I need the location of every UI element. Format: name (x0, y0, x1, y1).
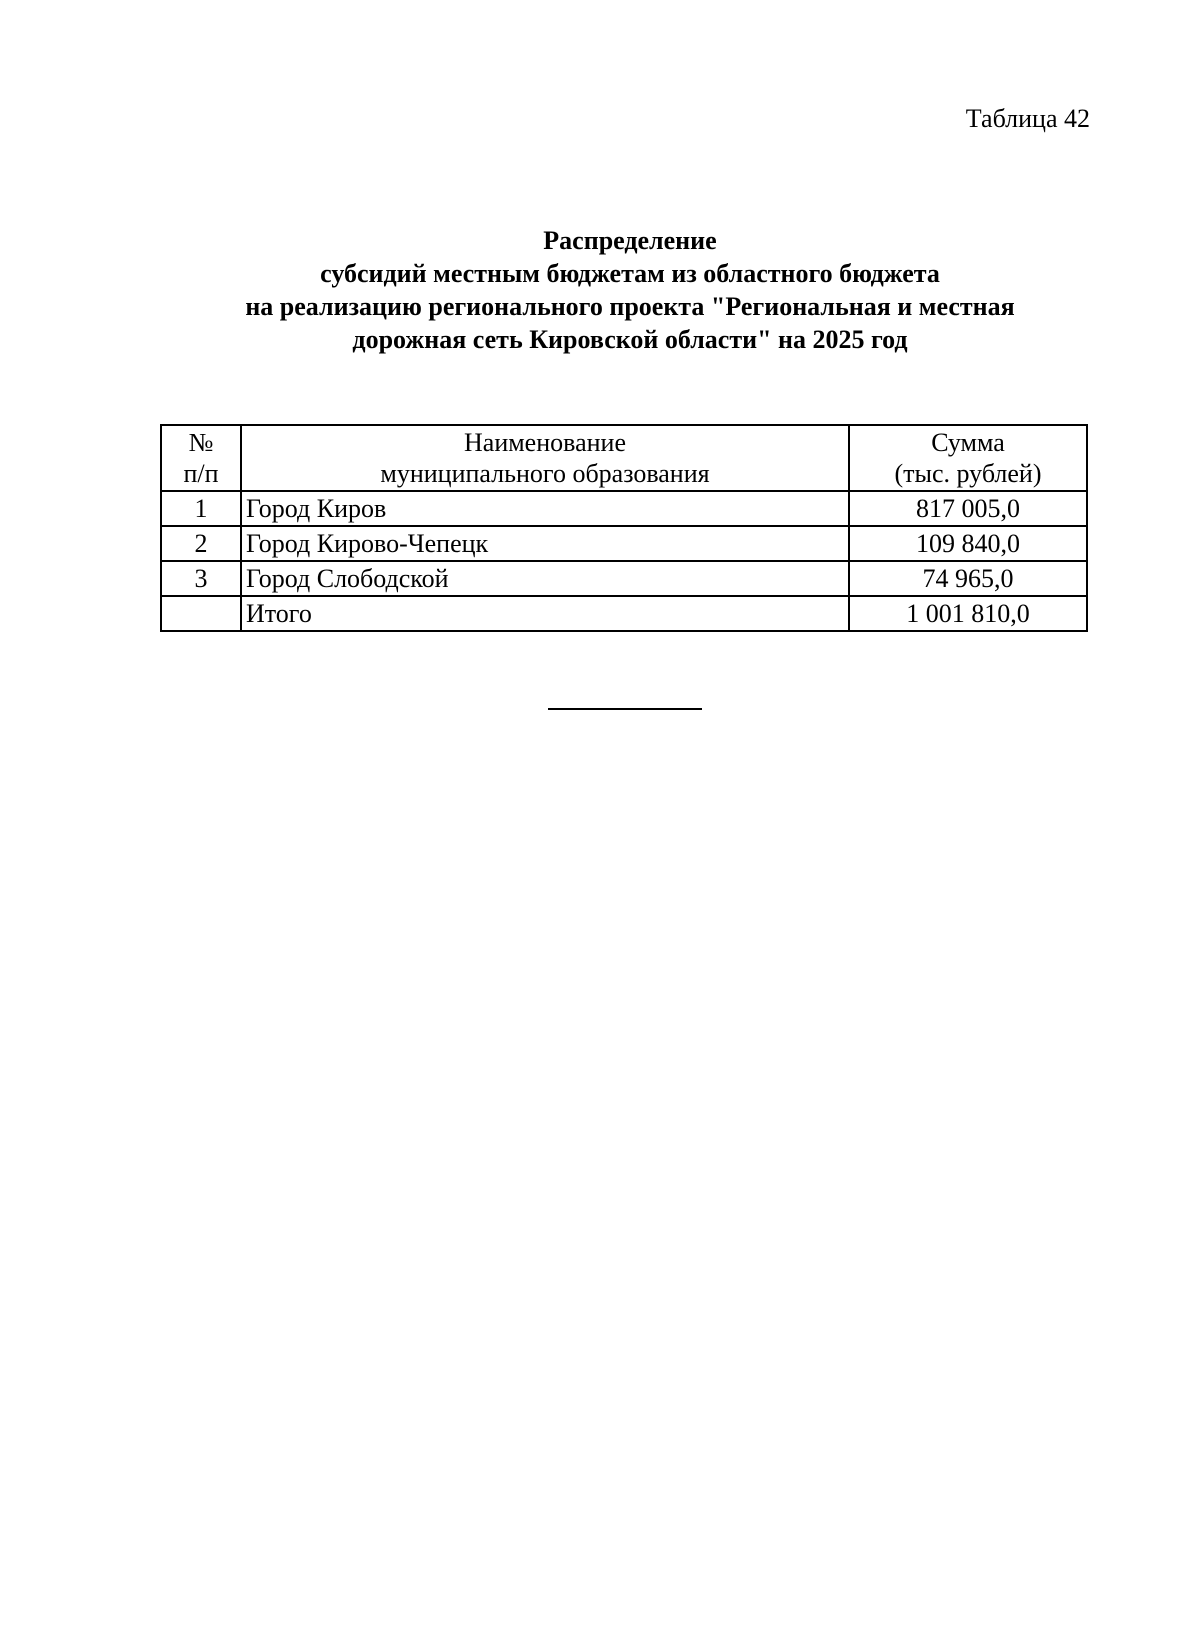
row-municipality: Город Слободской (241, 561, 849, 596)
total-sum: 1 001 810,0 (849, 596, 1087, 631)
header-sum (849, 425, 1087, 491)
table-row (161, 491, 1087, 526)
distribution-table (160, 424, 1088, 632)
closing-divider (548, 708, 702, 710)
table-row (161, 526, 1087, 561)
row-number: 2 (161, 526, 241, 561)
header-sum-line: Сумма (931, 428, 1005, 457)
table-header-row (161, 425, 1087, 491)
table-number: Таблица 42 (965, 104, 1090, 133)
table-row (161, 561, 1087, 596)
header-number-line: п/п (183, 459, 219, 488)
title-line: субсидий местным бюджетам из областного бюджета (320, 259, 940, 288)
header-number-line: № (188, 428, 214, 457)
header-name-line: Наименование (464, 428, 626, 457)
row-number: 1 (161, 491, 241, 526)
header-name-line: муниципального образования (380, 459, 710, 488)
title-line: на реализацию регионального проекта "Региональная и местная (245, 292, 1015, 321)
header-number (161, 425, 241, 491)
row-municipality: Город Кирово-Чепецк (241, 526, 849, 561)
title-line: Распределение (543, 226, 717, 255)
row-sum: 109 840,0 (849, 526, 1087, 561)
header-name (241, 425, 849, 491)
total-label: Итого (241, 596, 849, 631)
total-row (161, 596, 1087, 631)
title-line: дорожная сеть Кировской области" на 2025 год (352, 325, 908, 354)
row-municipality: Город Киров (241, 491, 849, 526)
row-sum: 74 965,0 (849, 561, 1087, 596)
document-title (150, 224, 1110, 356)
row-number: 3 (161, 561, 241, 596)
total-number (161, 596, 241, 631)
row-sum: 817 005,0 (849, 491, 1087, 526)
header-sum-line: (тыс. рублей) (894, 459, 1042, 488)
